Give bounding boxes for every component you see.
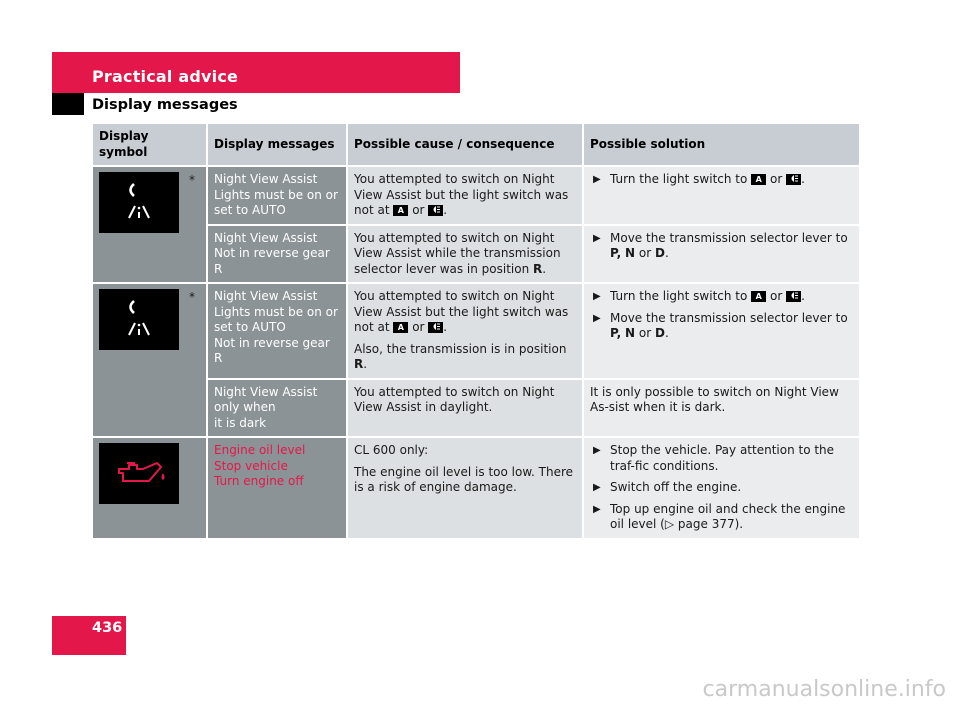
page-number-box — [52, 616, 126, 655]
section-header-bar — [52, 52, 460, 93]
triangle-right-icon: ▶ — [593, 503, 601, 515]
display-message: Night View Assist Not in reverse gear R — [207, 225, 347, 284]
display-messages-table — [93, 124, 859, 538]
auto-light-switch-icon: A — [393, 205, 408, 216]
triangle-right-icon: ▶ — [593, 232, 601, 244]
solution-step: ▶ Turn the light switch to A or . — [593, 289, 805, 303]
column-header: Display messages — [207, 124, 347, 166]
solution-step: ▶ Turn the light switch to A or . — [593, 172, 805, 186]
section-title: Practical advice — [92, 67, 239, 86]
solution-cell — [583, 225, 859, 284]
solution-cell — [583, 283, 859, 379]
cause-cell: You attempted to switch on Night View Assist but the light switch was not at A or . Also, the transmission is in position R. — [347, 283, 583, 379]
solution-step: ▶ Move the transmission selector lever to P, N or D. — [593, 230, 848, 260]
table-row — [93, 283, 859, 379]
table-header-row — [93, 124, 859, 166]
warning-message: Engine oil level Stop vehicle Turn engine off — [207, 437, 347, 538]
page-reference-link[interactable]: page 377). — [677, 517, 744, 531]
table-row — [93, 225, 859, 284]
cause-cell: You attempted to switch on Night View Assist while the transmission selector lever was in position R. — [347, 225, 583, 284]
asterisk-note: * — [189, 290, 195, 304]
auto-light-switch-icon: A — [393, 322, 408, 333]
low-beam-icon — [428, 322, 443, 333]
symbol-cell — [93, 283, 207, 437]
display-message: Night View Assist Lights must be on or set to AUTO Not in reverse gear R — [207, 283, 347, 379]
triangle-right-icon: ▶ — [593, 291, 601, 302]
solution-cell — [583, 166, 859, 225]
header-marker — [52, 93, 84, 115]
symbol-cell — [93, 437, 207, 538]
asterisk-note: * — [189, 173, 195, 187]
solution-step: ▶ Stop the vehicle. Pay attention to the traf-fic conditions. — [593, 443, 835, 473]
triangle-right-icon: ▶ — [593, 445, 601, 456]
cause-cell: You attempted to switch on Night View Assist in daylight. — [347, 379, 583, 438]
auto-light-switch-icon: A — [751, 174, 766, 185]
page-reference-triangle-icon: ▷ — [664, 517, 675, 531]
night-view-assist-icon — [99, 289, 179, 350]
cause-cell: CL 600 only: The engine oil level is too low. There is a risk of engine damage. — [347, 437, 583, 538]
cause-cell: You attempted to switch on Night View Assist but the light switch was not at A or . — [347, 166, 583, 225]
display-message: Night View Assist only when it is dark — [207, 379, 347, 438]
triangle-right-icon: ▶ — [593, 174, 601, 185]
solution-step: ▶ Move the transmission selector lever to P, N or D. — [593, 310, 848, 340]
low-beam-icon — [786, 174, 801, 185]
watermark: carmanualsonline.info — [702, 677, 946, 702]
solution-cell — [583, 437, 859, 538]
column-header: Display symbol — [93, 124, 207, 166]
display-message: Night View Assist Lights must be on or set to AUTO — [207, 166, 347, 225]
subsection-title: Display messages — [92, 97, 238, 113]
table-row — [93, 379, 859, 438]
triangle-right-icon: ▶ — [593, 482, 601, 493]
solution-cell: It is only possible to switch on Night View As-sist when it is dark. — [583, 379, 859, 438]
low-beam-icon — [786, 291, 801, 302]
night-view-assist-icon — [99, 172, 179, 233]
column-header: Possible solution — [583, 124, 859, 166]
table-row — [93, 437, 859, 538]
solution-step: ▶ Top up engine oil and check the engine oil level (▷ page 377). — [593, 501, 846, 531]
symbol-cell — [93, 166, 207, 283]
triangle-right-icon: ▶ — [593, 312, 601, 324]
solution-step: ▶ Switch off the engine. — [593, 480, 742, 494]
column-header: Possible cause / consequence — [347, 124, 583, 166]
engine-oil-can-icon — [99, 443, 179, 504]
low-beam-icon — [428, 205, 443, 216]
table-row — [93, 166, 859, 225]
auto-light-switch-icon: A — [751, 291, 766, 302]
page-number: 436 — [92, 620, 123, 636]
